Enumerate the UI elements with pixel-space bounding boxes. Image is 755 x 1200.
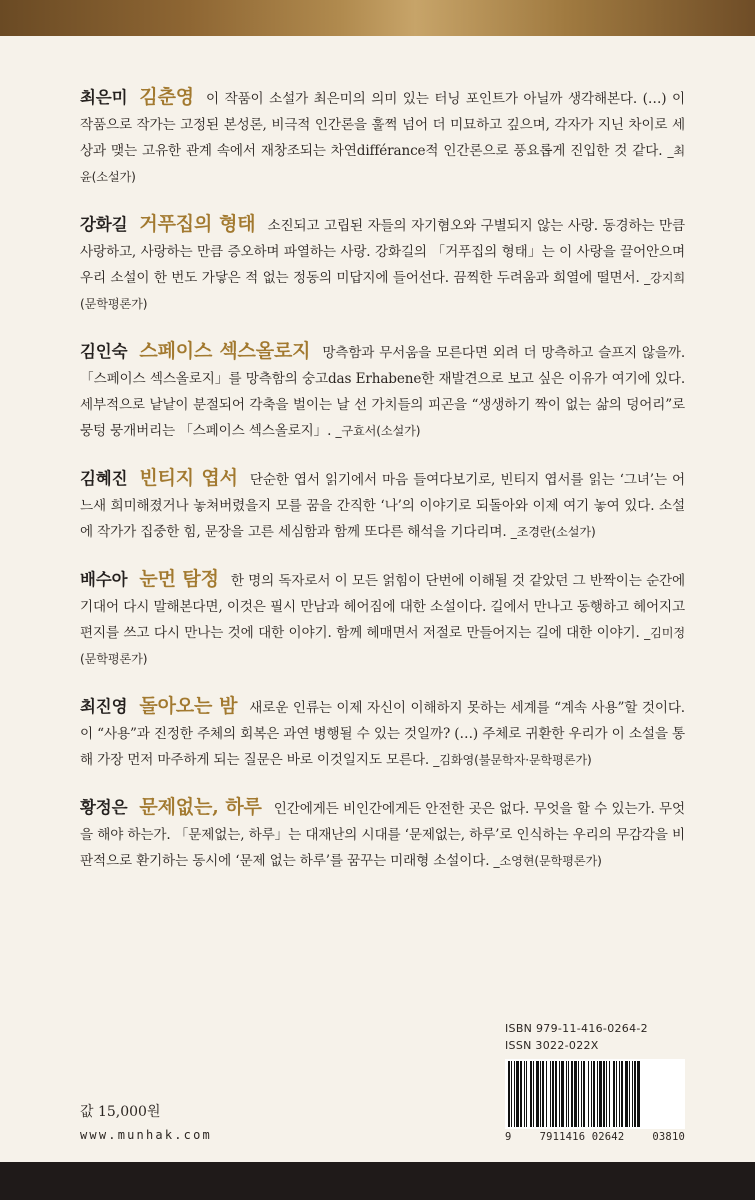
barcode-digits (505, 1131, 685, 1143)
barcode-bar (550, 1061, 551, 1127)
barcode-bar (629, 1061, 630, 1127)
barcode-bar (540, 1061, 541, 1127)
bottom-dark-band (0, 1162, 755, 1200)
barcode-bar (546, 1061, 547, 1127)
work-title: 김춘영 (139, 85, 194, 108)
blurb-text: 단순한 엽서 읽기에서 마음 들여다보기로, 빈티지 엽서를 읽는 ‘그녀’는 어느새 희미해졌거나 놓쳐버렸을지 모를 꿈을 간직한 ‘나’의 이야기로 되돌아와 이제 여기 놓여 있다. 소설에 작가가 집중한 힘, 문장을 고른 세심함과 함께 또다른 해석을 기다리며. (80, 471, 685, 540)
barcode-bar (566, 1061, 567, 1127)
work-title: 돌아오는 밤 (139, 694, 238, 717)
barcode-bar (588, 1061, 589, 1127)
barcode-bar (609, 1061, 610, 1127)
work-title: 빈티지 엽서 (139, 466, 238, 489)
barcode-bar (613, 1061, 615, 1127)
barcode-bar (552, 1061, 554, 1127)
barcode-bar (632, 1061, 633, 1127)
top-gold-band (0, 0, 755, 36)
barcode-bar (599, 1061, 602, 1127)
blurb-entry (80, 211, 685, 317)
barcode-digit-group: 9 (505, 1131, 512, 1143)
barcode-bar (568, 1061, 569, 1127)
author-name: 김인숙 (80, 341, 128, 361)
author-name: 최진영 (80, 696, 128, 716)
barcode-bar (561, 1061, 564, 1127)
reviewer-byline: _김화영(불문학자·문학평론가) (433, 752, 592, 767)
barcode-bar (514, 1061, 515, 1127)
blurb-entry (80, 84, 685, 190)
barcode-bar (536, 1061, 539, 1127)
barcode-bar (619, 1061, 620, 1127)
isbn-number: ISBN 979-11-416-0264-2 (505, 1022, 648, 1035)
blurb-text: 새로운 인류는 이제 자신이 이해하지 못하는 세계를 “계속 사용”할 것이다. 이 “사용”과 진정한 주체의 회복은 과연 병행될 수 있는 것일까? (…) 주체로 귀환한 우리가 이 소설을 통해 가장 먼저 마주하게 되는 질문은 바로 이것일지도 모른다. (80, 699, 685, 768)
price-label: 값 15,000원 (80, 1104, 161, 1120)
barcode-bar (583, 1061, 585, 1127)
author-name: 김혜진 (80, 468, 128, 488)
barcode-digit-group: 03810 (652, 1131, 685, 1143)
blurb-entry (80, 566, 685, 672)
issn-number: ISSN 3022-022X (505, 1039, 599, 1052)
barcode-bar (603, 1061, 605, 1127)
barcode (505, 1059, 685, 1129)
blurb-entry (80, 794, 685, 874)
reviewer-byline: _조경란(소설가) (510, 524, 596, 539)
barcode-bar (634, 1061, 636, 1127)
work-title: 스페이스 섹스올로지 (139, 339, 311, 362)
isbn-block (505, 1020, 685, 1054)
author-name: 강화길 (80, 214, 128, 234)
barcode-bar (559, 1061, 560, 1127)
barcode-bar (621, 1061, 623, 1127)
blurb-text: 망측함과 무서움을 모른다면 외려 더 망측하고 슬프지 않을까. 「스페이스 섹스올로지」를 망측함의 숭고das Erhabene한 재발견으로 보고 싶은 이유가 여기에 있다. 세부적으로 낱낱이 분절되어 각축을 벌이는 날 선 가치들의 피곤을 “생생하기 짝이 없는 삶의 덩어리”로 뭉텅 뭉개버리는 「스페이스 섹스올로지」. (80, 344, 685, 439)
blurb-list (80, 70, 685, 895)
barcode-bar (574, 1061, 577, 1127)
barcode-bar (616, 1061, 617, 1127)
author-name: 배수아 (80, 569, 128, 589)
reviewer-byline: _구효서(소설가) (335, 423, 421, 438)
author-name: 황정은 (80, 797, 128, 817)
barcode-bar (597, 1061, 598, 1127)
barcode-bar (571, 1061, 573, 1127)
reviewer-byline: _최윤(소설가) (80, 143, 686, 184)
blurb-text: 이 작품이 소설가 최은미의 의미 있는 터닝 포인트가 아닐까 생각해본다. (…) 이 작품으로 작가는 고정된 본성론, 비극적 인간론을 훌쩍 넘어 더 미묘하고 깊으며, 각자가 지닌 차이로 세상과 맺는 고유한 관계 속에서 재창조되는 차연différance적 인간론으로 풍요롭게 진입한 것 같다. (80, 90, 685, 159)
blurb-entry (80, 465, 685, 545)
barcode-bar (542, 1061, 544, 1127)
blurb-entry (80, 338, 685, 444)
barcode-bar (530, 1061, 532, 1127)
blurb-text: 소진되고 고립된 자들의 자기혐오와 구별되지 않는 사랑. 동경하는 만큼 사랑하고, 사랑하는 만큼 증오하며 파열하는 사랑. 강화길의 「거푸집의 형태」는 이 사랑을 끌어안으며 우리 소설이 한 번도 가닿은 적 없는 정동의 미답지에 들어선다. 끔찍한 두려움과 희열에 떨면서. (80, 217, 685, 286)
barcode-bar (606, 1061, 607, 1127)
barcode-bar (533, 1061, 534, 1127)
barcode-bar (625, 1061, 628, 1127)
reviewer-byline: _김미정(문학평론가) (80, 625, 685, 666)
barcode-bar (524, 1061, 525, 1127)
barcode-bar (555, 1061, 557, 1127)
barcode-bar (526, 1061, 527, 1127)
barcode-bar (516, 1061, 519, 1127)
blurb-text: 한 명의 독자로서 이 모든 얽힘이 단번에 이해될 것 같았던 그 반짝이는 순간에 기대어 다시 말해본다면, 이것은 필시 만남과 헤어짐에 대한 소설이다. 길에서 만나고 동행하고 헤어지고 편지를 쓰고 다시 만나는 것에 대한 이야기. 함께 헤매면서 저절로 만들어지는 길에 대한 이야기. (80, 572, 686, 641)
barcode-bar (578, 1061, 579, 1127)
barcode-bars (505, 1059, 685, 1129)
barcode-digit-group: 7911416 02642 (539, 1131, 625, 1143)
barcode-bar (520, 1061, 522, 1127)
barcode-bar (593, 1061, 595, 1127)
publisher-website: www.munhak.com (80, 1128, 212, 1142)
barcode-bar (511, 1061, 512, 1127)
author-name: 최은미 (80, 87, 128, 107)
barcode-bar (581, 1061, 582, 1127)
reviewer-byline: _강지희(문학평론가) (80, 270, 685, 311)
reviewer-byline: _소영현(문학평론가) (493, 853, 602, 868)
work-title: 눈먼 탐정 (139, 567, 219, 590)
barcode-bar (637, 1061, 640, 1127)
barcode-bar (591, 1061, 592, 1127)
blurb-entry (80, 693, 685, 773)
work-title: 문제없는, 하루 (139, 795, 262, 818)
barcode-bar (508, 1061, 510, 1127)
blurb-text: 인간에게든 비인간에게든 안전한 곳은 없다. 무엇을 할 수 있는가. 무엇을 해야 하는가. 「문제없는, 하루」는 대재난의 시대를 ‘문제없는, 하루’로 인식하는 우리의 무감각을 비판적으로 환기하는 동시에 ‘문제 없는 하루’를 꿈꾸는 미래형 소설이다. (80, 800, 685, 869)
work-title: 거푸집의 형태 (139, 212, 256, 235)
